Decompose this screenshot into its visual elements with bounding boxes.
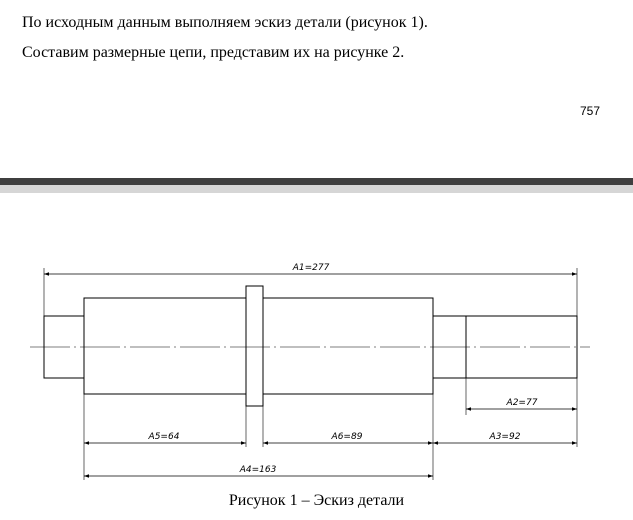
shaft-outline (44, 286, 577, 406)
dim-label-a5: A5=64 (148, 432, 180, 442)
figure-caption: Рисунок 1 – Эскиз детали (228, 492, 405, 509)
dim-label-a4: A4=163 (239, 465, 277, 475)
dim-label-a6: A6=89 (331, 432, 363, 442)
dim-label-a3: A3=92 (489, 432, 521, 442)
paragraph-2: Составим размерные цепи, представим их на рисунке 2. (22, 44, 405, 61)
main-section-right (263, 298, 433, 394)
dimension-lines (44, 274, 577, 476)
dim-label-a1: A1=277 (292, 263, 330, 273)
dim-label-a2: A2=77 (506, 398, 538, 408)
main-section-left (84, 298, 246, 394)
collar (246, 286, 263, 406)
paragraph-1: По исходным данным выполняем эскиз детали (рисунок 1). (22, 14, 428, 31)
page-number: 757 (580, 104, 601, 118)
extension-lines (44, 268, 577, 480)
